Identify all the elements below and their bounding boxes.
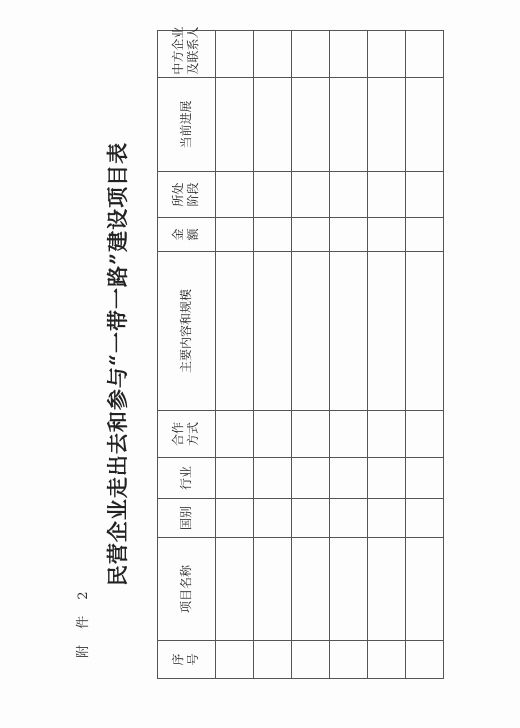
table-cell [292,252,330,411]
project-table [157,26,444,679]
header-industry: 行业 [158,458,216,499]
table-cell [330,252,368,411]
header-progress: 当前进展 [158,78,216,172]
header-project-name: 项目名称 [158,538,216,641]
table-cell [292,172,330,218]
table-cell [330,172,368,218]
table-cell [254,78,292,172]
table-cell [254,538,292,641]
table-cell [330,218,368,252]
table-cell [216,218,254,252]
table-cell [254,31,292,78]
table-cell [330,458,368,499]
table-cell [406,172,444,218]
table-cell [330,31,368,78]
table-cell [406,31,444,78]
table-cell [216,172,254,218]
header-stage: 所处阶段 [158,172,216,218]
table-cell [330,411,368,458]
table-cell [216,538,254,641]
table-cell [254,411,292,458]
table-cell [368,31,406,78]
table-cell [292,31,330,78]
table-cell [368,252,406,411]
document-title: 民营企业走出去和参与“一带一路”建设项目表 [105,141,130,587]
table-cell [216,499,254,538]
header-cooperation-mode: 合作方式 [158,411,216,458]
annex-label: 附 件 2 [76,585,91,658]
table-body [216,31,444,679]
table-row [406,31,444,679]
table-cell [330,538,368,641]
table-cell [406,458,444,499]
header-company-contact: 中方企业及联系人 [158,31,216,78]
table-cell [216,641,254,679]
header-country: 国别 [158,499,216,538]
table-cell [254,172,292,218]
table-cell [406,252,444,411]
table-cell [254,252,292,411]
table-cell [330,499,368,538]
table-row [254,31,292,679]
table-cell [368,218,406,252]
table-cell [254,499,292,538]
header-index: 序号 [158,641,216,679]
table-cell [216,252,254,411]
table-cell [292,218,330,252]
table-row [368,31,406,679]
table-cell [406,78,444,172]
table-row [330,31,368,679]
table-cell [368,78,406,172]
table-cell [330,641,368,679]
table-cell [406,499,444,538]
table-cell [216,31,254,78]
table-cell [406,218,444,252]
table-cell [406,641,444,679]
table-cell [216,78,254,172]
table-cell [292,78,330,172]
table-cell [216,411,254,458]
table-cell [292,458,330,499]
table-cell [216,458,254,499]
table-cell [406,538,444,641]
table-cell [368,538,406,641]
table-cell [368,641,406,679]
header-row [158,31,216,679]
table-row [216,31,254,679]
table-cell [368,172,406,218]
table-cell [292,641,330,679]
table-cell [292,538,330,641]
header-content-scale: 主要内容和规模 [158,252,216,411]
table-cell [254,218,292,252]
table-row [292,31,330,679]
table-cell [330,78,368,172]
table-cell [254,641,292,679]
table-cell [292,499,330,538]
table-cell [254,458,292,499]
table-header [158,26,216,679]
table-cell [368,458,406,499]
table-cell [292,411,330,458]
table-cell [368,411,406,458]
header-amount: 金额 [158,218,216,252]
table-cell [368,499,406,538]
table-cell [406,411,444,458]
